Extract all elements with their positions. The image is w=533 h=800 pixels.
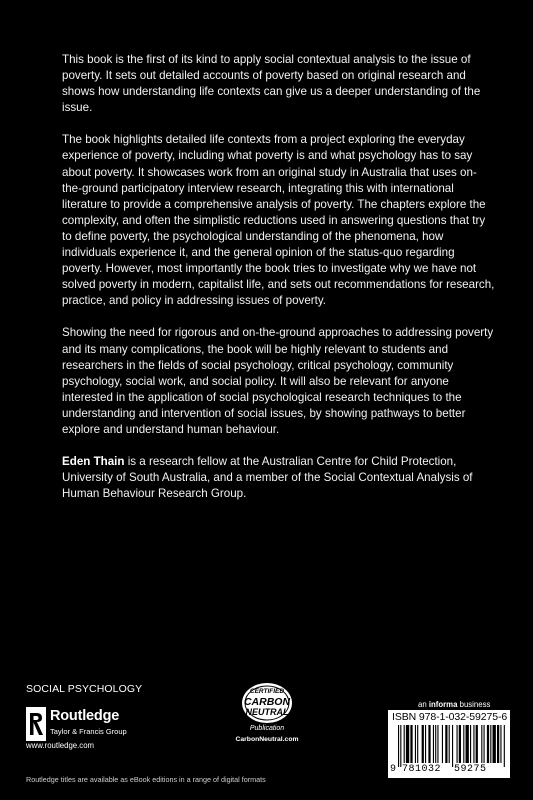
blurb-paragraph-1: This book is the first of its kind to apply social contextual analysis to the issue of poverty. It sets out detailed accounts of poverty based on original research and shows how understanding life contexts can give us a deeper understanding of the issue. (62, 53, 481, 115)
barcode-bar (437, 725, 438, 763)
barcode-digits-right: 59275 (454, 764, 487, 775)
barcode-bar (481, 725, 482, 763)
barcode-bar (484, 725, 485, 763)
barcode-bar (504, 725, 505, 767)
barcode-bar (415, 725, 416, 763)
barcode-bar (425, 725, 426, 763)
author-bio-text: is a research fellow at the Australian Centre for Child Protection, University of South Australia, and a member of the Social Contextual Analysis of Human Behaviour Research Group. (62, 455, 473, 501)
barcode-bar (473, 725, 474, 763)
informa-business-line (418, 700, 490, 709)
routledge-r-icon (26, 707, 46, 741)
barcode-bars (398, 725, 506, 767)
barcode-bar (428, 725, 430, 763)
author-bio (62, 454, 496, 502)
barcode-bar (452, 725, 453, 767)
barcode-bar (404, 725, 405, 763)
barcode-bar (449, 725, 450, 763)
barcode-digit-first: 9 (390, 764, 397, 775)
barcode-bar (410, 725, 412, 763)
series-name: SOCIAL PSYCHOLOGY (26, 683, 143, 695)
back-cover-blurb (62, 52, 496, 518)
carbon-neutral-text: NEUTRAL (245, 707, 289, 717)
barcode-bar (445, 725, 447, 763)
carbon-certified-text: CERTIFIED (249, 688, 285, 695)
barcode-bar (466, 725, 469, 763)
barcode-bar (500, 725, 501, 763)
carbon-publication-label: Publication (249, 725, 285, 732)
barcode-bar (490, 725, 491, 763)
barcode-bar (463, 725, 464, 763)
barcode-bar (487, 725, 489, 763)
ebook-note: Routledge titles are available as eBook editions in a range of digital formats (26, 775, 266, 784)
publisher-name: Routledge (50, 708, 120, 724)
isbn-barcode (388, 710, 510, 778)
author-name: Eden Thain (62, 455, 125, 469)
barcode-digits-left: 781032 (402, 764, 442, 775)
isbn-number: ISBN 978-1-032-59275-6 (392, 711, 508, 723)
barcode-bar (400, 725, 401, 767)
informa-suffix: business (457, 700, 491, 709)
informa-prefix: an (418, 700, 429, 709)
blurb-paragraph-3: Showing the need for rigorous and on-the-ground approaches to addressing poverty and its many complications, the book will be highly relevant to students and researchers in the fields of social psychology, critical psychology, community psychology, social work, and social policy. It will also be relevant for anyone interested in the application of social psychological research techniques to the understanding and intervention of social issues, by showing pathways to better explore and understand human behaviour. (62, 326, 494, 436)
barcode-bar (433, 725, 434, 763)
publisher-url: www.routledge.com (26, 741, 95, 750)
barcode-bar (470, 725, 471, 763)
barcode-bar (422, 725, 424, 763)
carbon-url: CarbonNeutral.com (235, 736, 299, 743)
blurb-paragraph-2: The book highlights detailed life contexts from a project exploring the everyday experience of poverty, including what poverty is and what psychology has to say about poverty. It showcases work from an original study in Australia that uses on-the-ground participatory interview research, integrating this with international literature to provide a comprehensive analysis of poverty. The chapters explore the complexity, and often the simplistic reductions used in answering questions that try to define poverty, the psychological understanding of the phenomena, how individuals experience it, and the general opinion of the status-quo regarding poverty. However, most importantly the book tries to investigate why we have not solved poverty in modern, capitalist life, and sets out recommendations for research, practice, and policy in addressing issues of poverty. (62, 133, 495, 308)
carbon-main-text: CARBON (243, 696, 291, 708)
barcode-bar (442, 725, 443, 763)
barcode-bar (459, 725, 461, 763)
barcode-bar (457, 725, 458, 763)
informa-brand: informa (428, 700, 458, 709)
barcode-bar (435, 725, 436, 763)
carbon-neutral-badge (232, 680, 302, 746)
barcode-bar (497, 725, 499, 763)
barcode-bar (398, 725, 399, 767)
publisher-group: Taylor & Francis Group (50, 727, 127, 736)
barcode-bar (406, 725, 409, 763)
carbon-neutral-icon (240, 680, 294, 724)
barcode-bar (493, 725, 496, 763)
barcode-bar (476, 725, 478, 763)
barcode-bar (417, 725, 418, 763)
